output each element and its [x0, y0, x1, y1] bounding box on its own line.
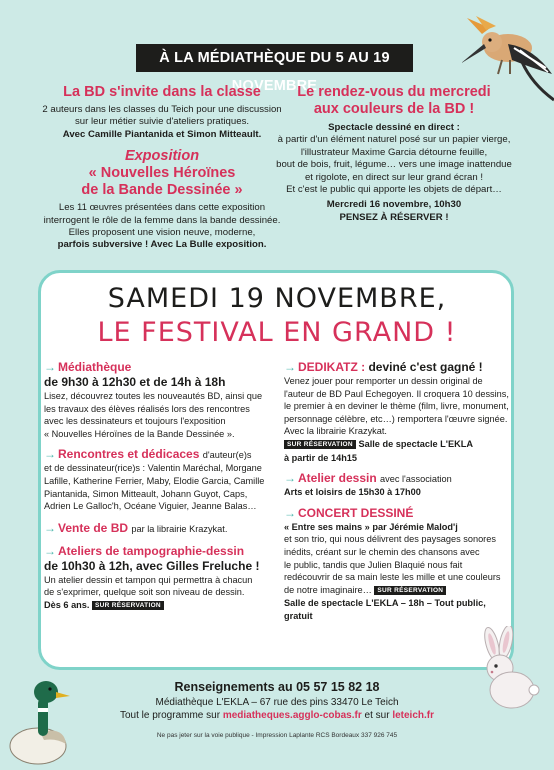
mediatheques-link[interactable]: mediatheques.agglo-cobas.fr — [222, 710, 362, 721]
drawing-workshop-title: → Atelier dessin avec l'association — [284, 471, 452, 486]
signings-section-title: → Rencontres et dédicaces d'auteur(e)s — [44, 447, 252, 462]
drawing-workshop-text: Arts et loisirs de 15h30 à 17h00 — [284, 487, 421, 498]
dedikatz-text: Venez jouer pour remporter un dessin original de l'auteur de BD Paul Echegoyen. Il croquera 10 dessins, le premier à en deviner le thème (film, livre, monument, personnage célèbre, etc…) remportera l'œuvre signée. Avec la librairie Krazykat. SUR RÉSERVATION Salle de spectacle L'EKLA à partir de 14h15 — [284, 376, 509, 463]
info-phone: Renseignements au 05 57 15 82 18 — [174, 680, 380, 694]
right-column — [274, 84, 514, 224]
reservation-tag: SUR RÉSERVATION — [92, 601, 164, 610]
card-right-column — [284, 360, 510, 623]
concert-section-title: → CONCERT DESSINÉ — [284, 505, 414, 520]
festival-date-heading: SAMEDI 19 NOVEMBRE, — [107, 283, 447, 314]
dates-banner: À LA MÉDIATHÈQUE DU 5 AU 19 NOVEMBRE — [136, 44, 413, 72]
festival-subheading: LE FESTIVAL EN GRAND ! — [97, 317, 457, 348]
sale-section-title: → Vente de BD par la librairie Krazykat. — [44, 520, 228, 535]
left-column — [40, 84, 284, 252]
card-left-column — [44, 360, 284, 613]
address: Médiathèque L'EKLA – 67 rue des pins 33470 Le Teich — [155, 697, 399, 708]
workshop-section-title: → Ateliers de tampographie-dessin — [44, 543, 245, 558]
reservation-tag: SUR RÉSERVATION — [374, 586, 446, 595]
signings-text: et de dessinateur(rice)s : Valentin Maréchal, Morgane Lafille, Katherine Ferrier, Maby, Elodie Garcia, Camille Piantanida, Simon Mitteault, Johann Guyot, Caps, Adrien Le Galloc'h, Océane Viguier, Jeanne Balas… — [44, 463, 265, 512]
footer — [60, 680, 494, 739]
workshop-hours: de 10h30 à 12h, avec Gilles Freluche ! — [44, 558, 260, 573]
wednesday-title: Le rendez-vous du mercredi aux couleurs de la BD ! — [297, 84, 491, 117]
workshop-text: Un atelier dessin et tampon qui permettra à chacun de s'exprimer, quelque soit son niveau de dessin. Dès 6 ans. SUR RÉSERVATION — [44, 574, 253, 610]
class-visit-title: La BD s'invite dans la classe — [63, 84, 261, 100]
exhibition-text: Les 11 œuvres présentées dans cette exposition interrogent le rôle de la femme dans la bande dessinée. Elles proposent une vision neuve, moderne, parfois subversive ! Avec La Bulle exposition. — [43, 202, 281, 251]
class-visit-text: 2 auteurs dans les classes du Teich pour une discussion sur leur métier suivie d'ateliers pratiques. Avec Camille Piantanida et Simon Mitteault. — [42, 104, 282, 140]
exhibition-title: Exposition « Nouvelles Héroïnes de la Bande Dessinée » — [81, 148, 243, 199]
wednesday-text: Spectacle dessiné en direct : à partir d'un élément naturel posé sur un papier vierge, l'illustrateur Maxime Garcia détourne feuille, bout de bois, fruit, légume… vers une image inattendue et rigolote, en direct sur leur grand écran ! Et c'est le public qui apporte les objets de départ… Mercredi 16 novembre, 10h30 PENSEZ À RÉSERVER ! — [276, 122, 512, 223]
mediatheque-hours: de 9h30 à 12h30 et de 14h à 18h — [44, 375, 226, 389]
reservation-tag: SUR RÉSERVATION — [284, 440, 356, 449]
mediatheque-section-title: → Médiathèque — [44, 360, 132, 374]
programme-line: Tout le programme sur mediatheques.agglo-cobas.fr et sur leteich.fr — [119, 710, 434, 721]
mediatheque-text: Lisez, découvrez toutes les nouveautés BD, ainsi que les travaux des élèves réalisés lors des rencontres avec les dessinateurs et toujours l'exposition « Nouvelles Héroïnes de la Bande Dessinée ». — [44, 391, 263, 439]
dedikatz-section-title: → DEDIKATZ : deviné c'est gagné ! — [284, 360, 483, 374]
leteich-link[interactable]: leteich.fr — [392, 710, 434, 721]
concert-text: « Entre ses mains » par Jérémie Malod'j et son trio, qui nous délivrent des paysages sonores inédits, créant sur le chemin des chansons avec le public, tandis que Julien Blaquié nous fait redécouvrir de sa main leste les mille et une couleurs de notre imaginaire… SUR RÉSERVATION Salle de spectacle L'EKLA – 18h – Tout public, gratuit — [284, 521, 501, 621]
legal-notice: Ne pas jeter sur la voie publique - Impression Laplante RCS Bordeaux 337 926 745 — [156, 732, 398, 739]
